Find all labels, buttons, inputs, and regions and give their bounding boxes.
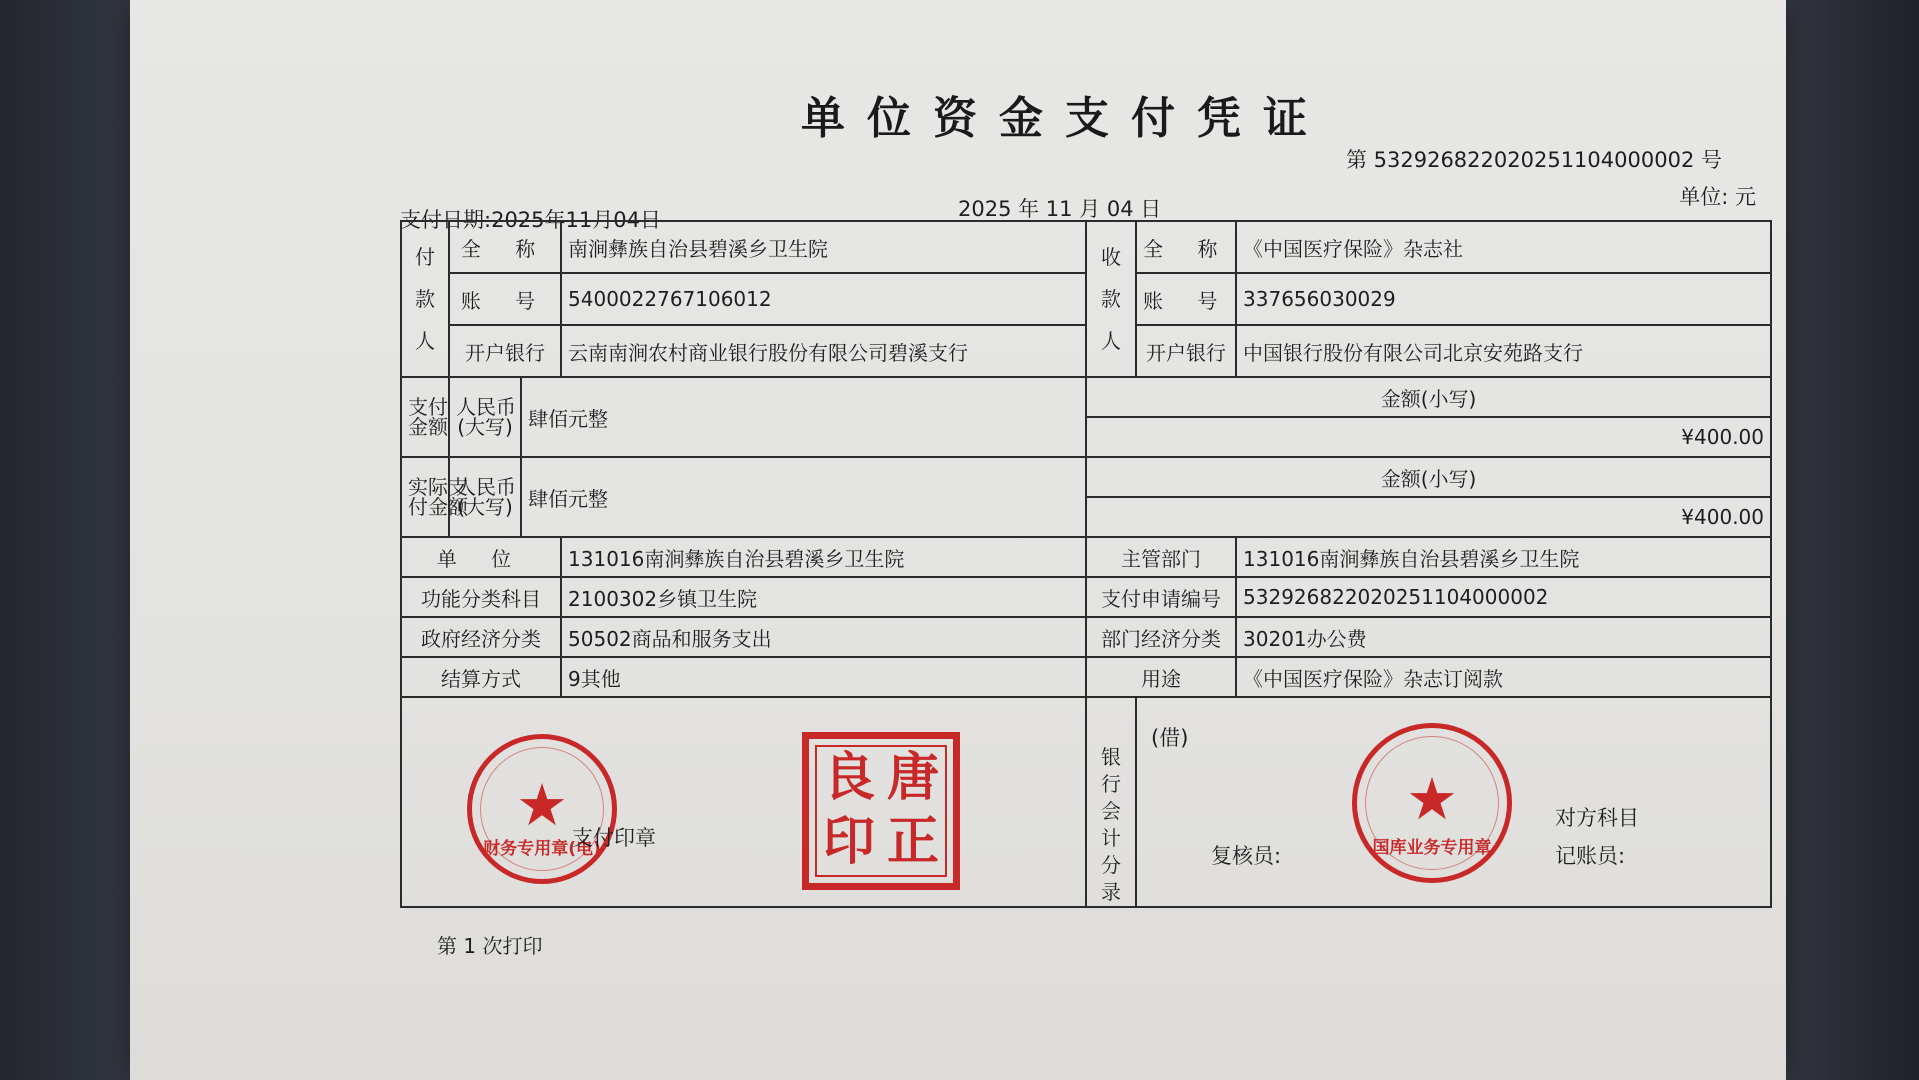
pay-amount-upper: 肆佰元整 bbox=[521, 377, 1086, 457]
voucher-suffix: 号 bbox=[1701, 148, 1722, 172]
apply-field-value: 532926822020251104000002 bbox=[1236, 577, 1771, 617]
actual-rmb-label-line: 人民币 bbox=[456, 475, 516, 499]
pay-amount-row-top bbox=[401, 377, 1771, 417]
bank-entry-char: 分 bbox=[1101, 853, 1122, 877]
purpose-field-label: 用途 bbox=[1086, 657, 1236, 697]
payee-side-label bbox=[1086, 221, 1136, 377]
bank-entry-char: 银 bbox=[1101, 745, 1122, 769]
payer-name-value: 南涧彝族自治县碧溪乡卫生院 bbox=[561, 221, 1086, 273]
counter-account-label: 对方科目 bbox=[1555, 806, 1640, 830]
voucher-number: 53292682202025110400000​2 bbox=[1373, 148, 1695, 172]
finance-seal bbox=[467, 734, 617, 884]
payee-side-char: 收 bbox=[1101, 245, 1122, 269]
pay-amount-label-line: 支付 bbox=[408, 395, 448, 419]
detail-row-unit bbox=[401, 537, 1771, 577]
detail-row-gov bbox=[401, 617, 1771, 657]
actual-amount-upper: 肆佰元整 bbox=[521, 457, 1086, 537]
pay-amount-small: ¥400.00 bbox=[1086, 417, 1771, 457]
star-icon: ★ bbox=[516, 771, 568, 839]
party-row-bank bbox=[401, 325, 1771, 377]
payer-seal-area bbox=[401, 697, 1086, 907]
pay-seal-label: 支付印章 bbox=[572, 826, 656, 850]
seal-char: 正 bbox=[886, 812, 939, 872]
dept-econ-field-value: 30201办公费 bbox=[1236, 617, 1771, 657]
bank-entry-label bbox=[1086, 697, 1136, 907]
pay-amount-label-line: 金额 bbox=[408, 415, 448, 439]
finance-seal-text: 财务专用章(电) bbox=[483, 839, 601, 859]
unit-field-value: 131016南涧彝族自治县碧溪乡卫生院 bbox=[561, 537, 1086, 577]
settle-field-label: 结算方式 bbox=[401, 657, 561, 697]
unit-label: 单位: bbox=[1679, 185, 1729, 209]
payer-side-char: 人 bbox=[415, 329, 435, 353]
actual-small-label: 金额(小写) bbox=[1086, 457, 1771, 497]
bank-entry-char: 计 bbox=[1101, 826, 1122, 850]
background-right bbox=[1785, 0, 1919, 1080]
treasury-seal bbox=[1352, 723, 1512, 883]
payee-name-value: 《中国医疗保险》杂志社 bbox=[1236, 221, 1771, 273]
bank-entry-char: 录 bbox=[1101, 880, 1122, 904]
voucher-prefix: 第 bbox=[1345, 148, 1367, 172]
personal-name-seal-grid bbox=[815, 745, 947, 877]
voucher-number-line bbox=[1346, 144, 1722, 174]
bank-entry-area bbox=[1136, 697, 1771, 907]
pay-date-value: 2025年11月04日 bbox=[491, 208, 661, 232]
actual-amount-label-line: 付金额 bbox=[408, 495, 468, 519]
dept-field-value: 131016南涧彝族自治县碧溪乡卫生院 bbox=[1236, 537, 1771, 577]
payee-account-label: 账 号 bbox=[1136, 273, 1236, 325]
debit-label: (借) bbox=[1151, 726, 1189, 750]
voucher-document bbox=[400, 0, 1780, 1080]
pay-rmb-label-line: 人民币 bbox=[456, 395, 516, 419]
payer-side-char: 付 bbox=[415, 245, 435, 269]
signature-row bbox=[401, 697, 1771, 907]
background-left bbox=[0, 0, 132, 1080]
pay-rmb-label-line: (大写) bbox=[457, 415, 513, 439]
treasury-seal-text: 国库业务专用章 bbox=[1372, 838, 1492, 858]
unit-value: 元 bbox=[1735, 185, 1756, 209]
apply-field-label: 支付申请编号 bbox=[1086, 577, 1236, 617]
pay-rmb-label bbox=[449, 377, 521, 457]
payer-side-label bbox=[401, 221, 449, 377]
payer-account-value: 5400022767106012 bbox=[561, 273, 1086, 325]
actual-amount-label-line: 实际支 bbox=[408, 475, 468, 499]
pay-date-label: 支付日期: bbox=[400, 208, 492, 232]
actual-amount-row-top bbox=[401, 457, 1771, 497]
party-row-account bbox=[401, 273, 1771, 325]
actual-amount-label bbox=[401, 457, 468, 537]
payee-bank-label: 开户银行 bbox=[1136, 325, 1236, 377]
detail-row-func bbox=[401, 577, 1771, 617]
seal-char: 唐 bbox=[886, 748, 939, 808]
pay-amount-label bbox=[401, 377, 449, 457]
party-row-name bbox=[401, 221, 1771, 273]
detail-row-settle bbox=[401, 657, 1771, 697]
bank-entry-char: 行 bbox=[1101, 772, 1122, 796]
voucher-paper bbox=[130, 0, 1786, 1080]
payer-account-label: 账 号 bbox=[449, 273, 561, 325]
actual-rmb-label bbox=[449, 457, 521, 537]
payee-name-label: 全 称 bbox=[1136, 221, 1236, 273]
document-title: 单位资金支付凭证 bbox=[801, 93, 1329, 144]
payee-side-char: 人 bbox=[1101, 329, 1122, 353]
purpose-field-value: 《中国医疗保险》杂志订阅款 bbox=[1236, 657, 1771, 697]
payee-bank-value: 中国银行股份有限公司北京安苑路支行 bbox=[1236, 325, 1771, 377]
func-field-value: 2100302乡镇卫生院 bbox=[561, 577, 1086, 617]
star-icon: ★ bbox=[1406, 765, 1459, 833]
print-date: 2025 年 11 月 04 日 bbox=[958, 197, 1162, 221]
seal-char: 印 bbox=[822, 812, 875, 872]
actual-rmb-label-line: (大写) bbox=[457, 495, 513, 519]
gov-field-label: 政府经济分类 bbox=[401, 617, 561, 657]
unit-field-label: 单 位 bbox=[401, 537, 561, 577]
print-count: 第 1 次打印 bbox=[437, 934, 543, 958]
personal-name-seal bbox=[802, 732, 960, 890]
settle-field-value: 9其他 bbox=[561, 657, 1086, 697]
payer-bank-value: 云南南涧农村商业银行股份有限公司碧溪支行 bbox=[561, 325, 1086, 377]
voucher-table bbox=[400, 220, 1772, 908]
currency-unit-line bbox=[1679, 181, 1756, 211]
func-field-label: 功能分类科目 bbox=[401, 577, 561, 617]
dept-econ-field-label: 部门经济分类 bbox=[1086, 617, 1236, 657]
actual-amount-small: ¥400.00 bbox=[1086, 497, 1771, 537]
reviewer-label: 复核员: bbox=[1211, 844, 1282, 868]
payer-name-label: 全 称 bbox=[449, 221, 561, 273]
payee-side-char: 款 bbox=[1101, 287, 1122, 311]
bookkeeper-label: 记账员: bbox=[1555, 844, 1626, 868]
gov-field-value: 50502商品和服务支出 bbox=[561, 617, 1086, 657]
payer-bank-label: 开户银行 bbox=[449, 325, 561, 377]
payer-side-char: 款 bbox=[415, 287, 435, 311]
dept-field-label: 主管部门 bbox=[1086, 537, 1236, 577]
bank-entry-char: 会 bbox=[1101, 799, 1122, 823]
seal-char: 良 bbox=[822, 748, 875, 808]
payee-account-value: 337656030029 bbox=[1236, 273, 1771, 325]
pay-small-label: 金额(小写) bbox=[1086, 377, 1771, 417]
